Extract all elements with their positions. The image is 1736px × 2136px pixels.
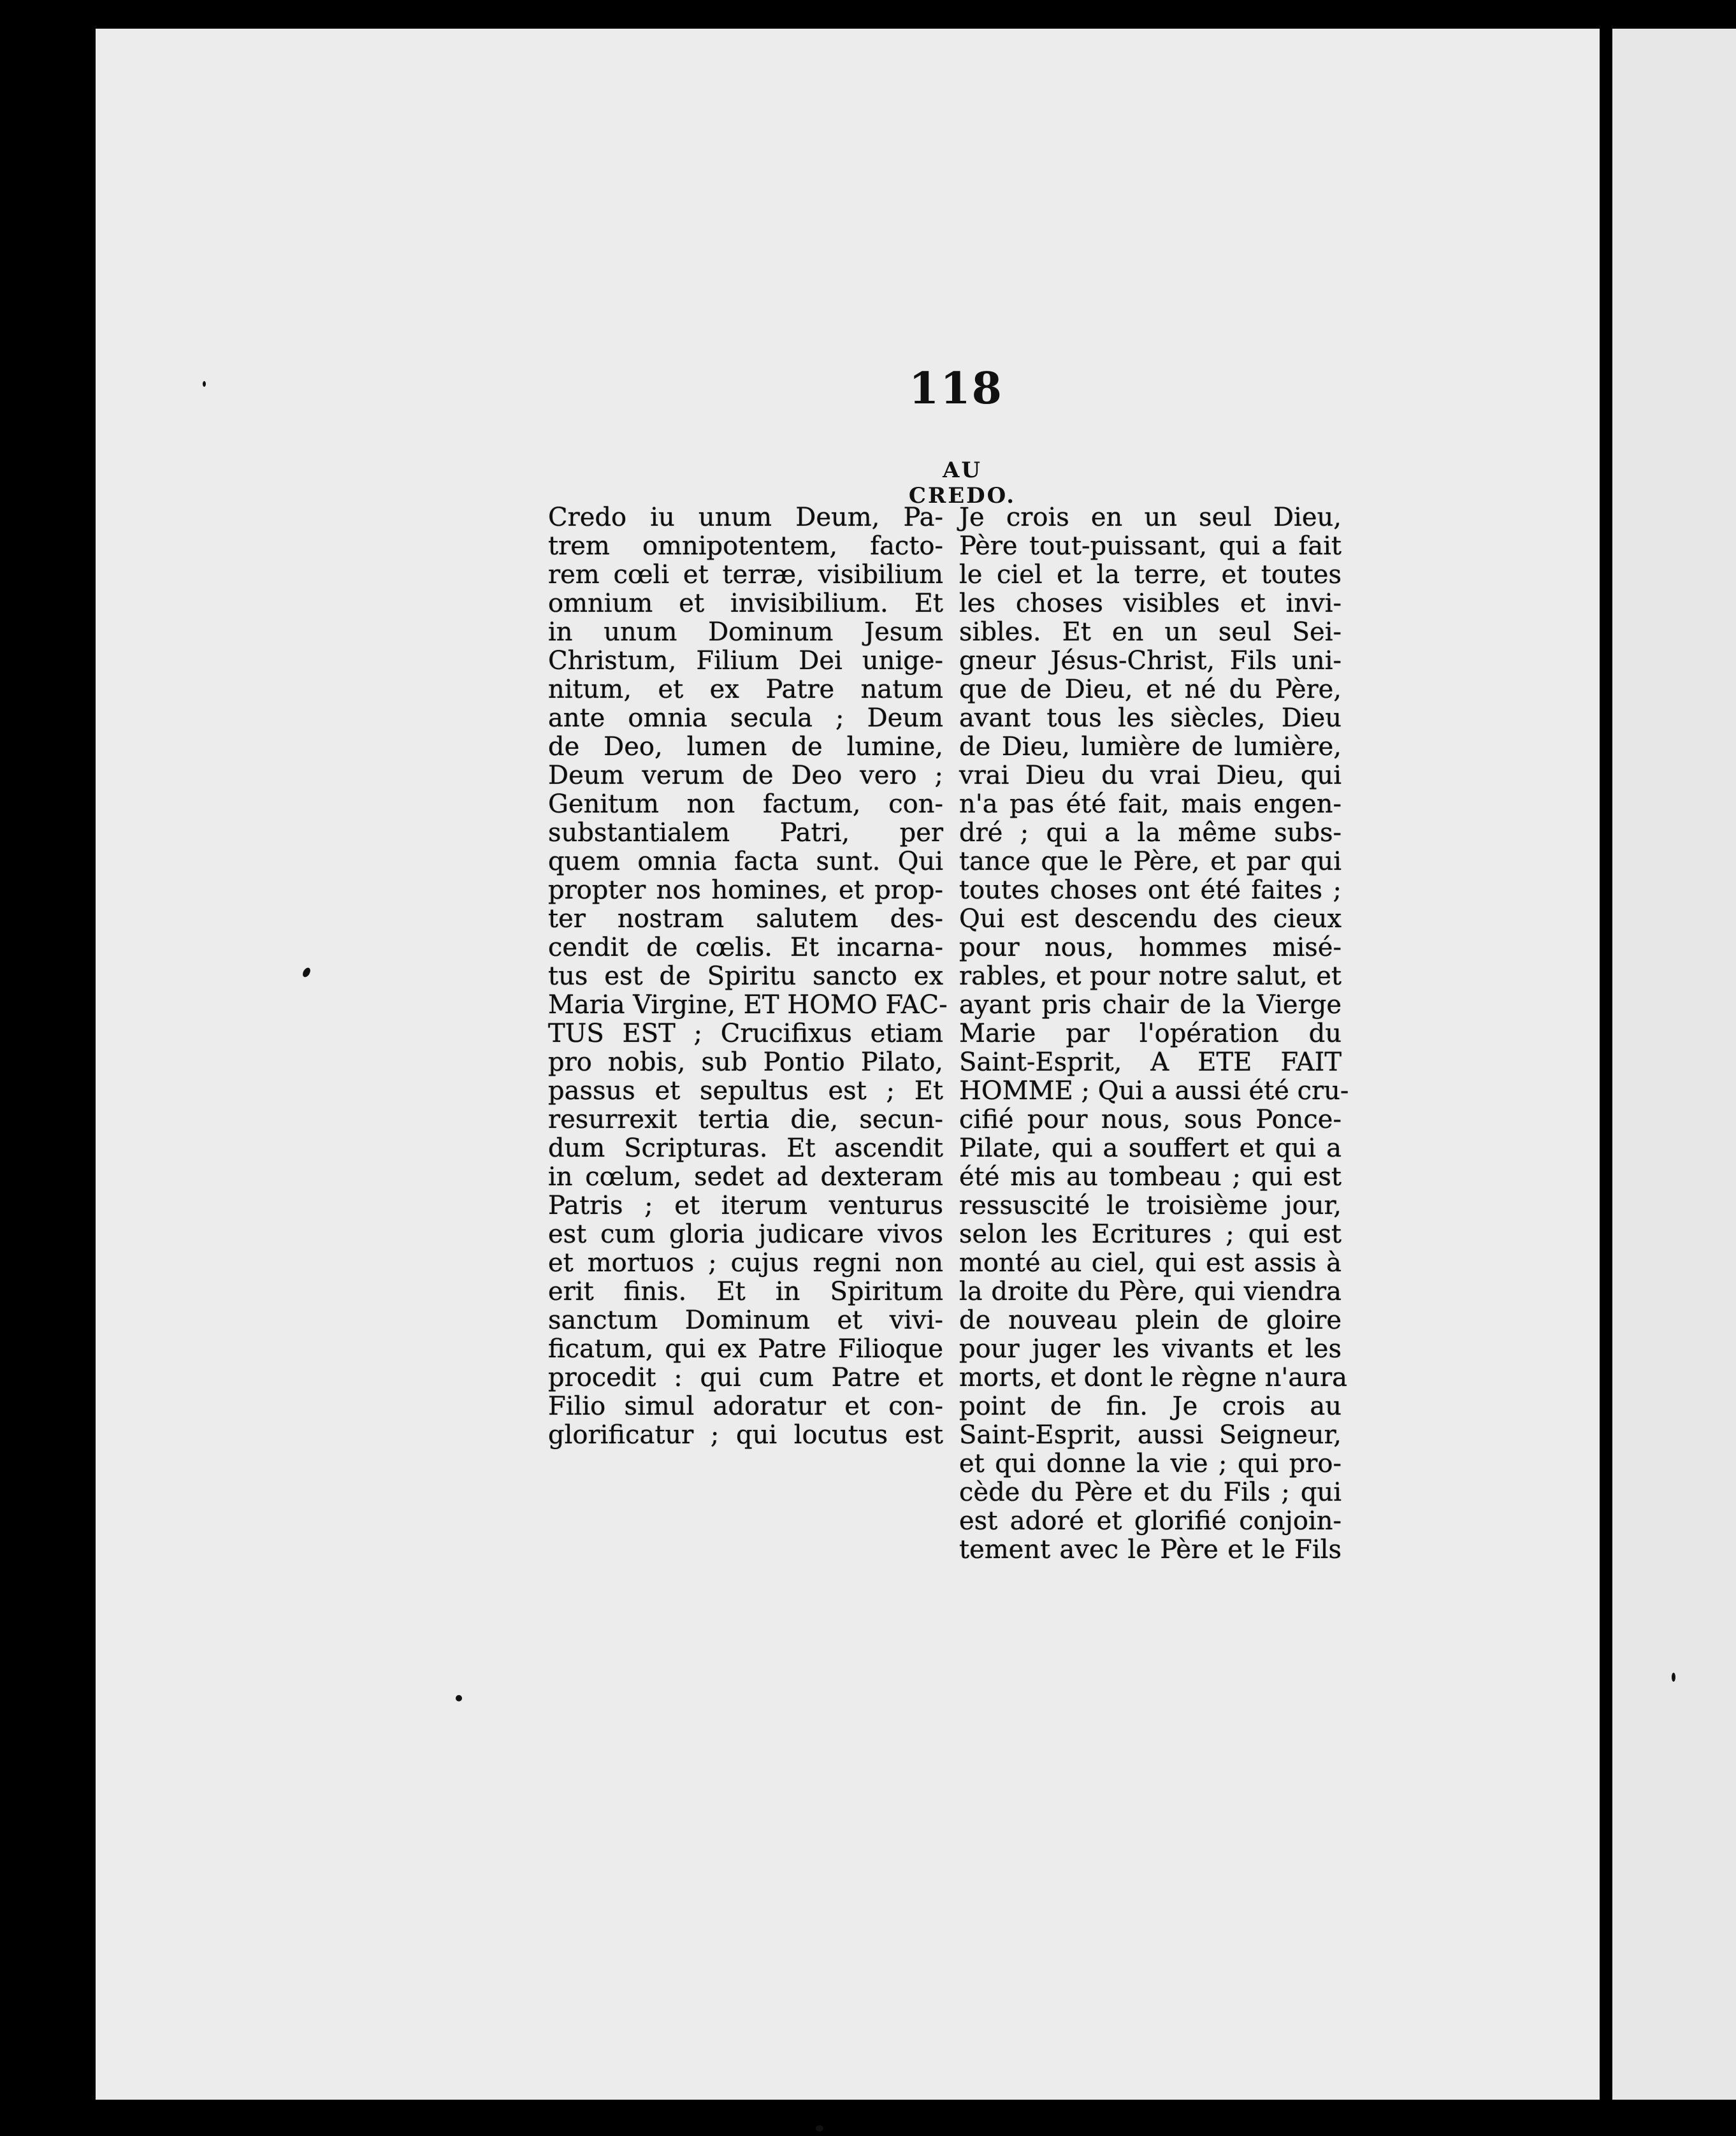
text-line: dum Scripturas. Et ascendit — [548, 1134, 943, 1163]
section-title: AU CREDO. — [908, 458, 1016, 509]
text-line: Christum, Filium Dei unige- — [548, 646, 943, 675]
text-line: été mis au tombeau ; qui est — [959, 1162, 1342, 1192]
text-line: est adoré et glorifié conjoin- — [959, 1506, 1342, 1536]
text-line: ter nostram salutem des- — [548, 904, 943, 934]
text-line: Marie par l'opération du — [959, 1019, 1342, 1048]
text-line: de Dieu, lumière de lumière, — [959, 732, 1342, 761]
text-line: vrai Dieu du vrai Dieu, qui — [959, 761, 1342, 790]
text-line: HOMME ; Qui a aussi été cru- — [959, 1076, 1349, 1106]
text-line: Filio simul adoratur et con- — [548, 1392, 943, 1421]
text-line: rem cœli et terræ, visibilium — [548, 560, 943, 589]
text-line: resurrexit tertia die, secun- — [548, 1105, 943, 1134]
text-line: avant tous les siècles, Dieu — [959, 704, 1342, 733]
text-line: Père tout-puissant, qui a fait — [959, 531, 1342, 561]
french-text-column — [959, 503, 1349, 1564]
text-line: rables, et pour notre salut, et — [959, 962, 1342, 991]
text-line: quem omnia facta sunt. Qui — [548, 847, 943, 876]
text-line: Deum verum de Deo vero ; — [548, 761, 943, 790]
text-line: tement avec le Père et le Fils — [959, 1535, 1342, 1564]
text-line: dré ; qui a la même subs- — [959, 818, 1342, 848]
text-line: propter nos homines, et prop- — [548, 876, 943, 905]
scan-speck — [456, 1695, 462, 1701]
text-line: Saint-Esprit, A ETE FAIT — [959, 1048, 1342, 1077]
text-line: Saint-Esprit, aussi Seigneur, — [959, 1420, 1342, 1450]
text-line: et mortuos ; cujus regni non — [548, 1248, 943, 1278]
text-line: nitum, et ex Patre natum — [548, 675, 943, 704]
text-line: ficatum, qui ex Patre Filioque — [548, 1334, 943, 1364]
text-line: morts, et dont le règne n'aura — [959, 1363, 1347, 1392]
text-line: de nouveau plein de gloire — [959, 1306, 1342, 1335]
text-line: les choses visibles et invi- — [959, 589, 1342, 618]
text-line: n'a pas été fait, mais engen- — [959, 790, 1342, 819]
text-line: cendit de cœlis. Et incarna- — [548, 933, 943, 962]
text-line: sanctum Dominum et vivi- — [548, 1306, 943, 1335]
text-line: Pilate, qui a souffert et qui a — [959, 1134, 1342, 1163]
text-line: TUS EST ; Crucifixus etiam — [548, 1019, 943, 1048]
text-line: omnium et invisibilium. Et — [548, 589, 943, 618]
text-line: monté au ciel, qui est assis à — [959, 1248, 1342, 1278]
text-line: Qui est descendu des cieux — [959, 904, 1342, 934]
text-line: toutes choses ont été faites ; — [959, 876, 1342, 905]
latin-text-column — [548, 503, 948, 1450]
text-line: tus est de Spiritu sancto ex — [548, 962, 943, 991]
text-line: et qui donne la vie ; qui pro- — [959, 1449, 1342, 1478]
text-line: Genitum non factum, con- — [548, 790, 943, 819]
text-line: substantialem Patri, per — [548, 818, 943, 848]
text-line: trem omnipotentem, facto- — [548, 531, 943, 561]
scan-speck — [816, 2125, 823, 2132]
text-line: gneur Jésus-Christ, Fils uni- — [959, 646, 1342, 675]
text-line: pour juger les vivants et les — [959, 1334, 1342, 1364]
text-line: procedit : qui cum Patre et — [548, 1363, 943, 1392]
scan-speck — [1672, 1673, 1675, 1682]
text-line: cède du Père et du Fils ; qui — [959, 1478, 1342, 1507]
text-line: ayant pris chair de la Vierge — [959, 990, 1342, 1020]
page-number: 118 — [909, 363, 1003, 414]
text-line: point de fin. Je crois au — [959, 1392, 1342, 1421]
text-line: Patris ; et iterum venturus — [548, 1191, 943, 1220]
scan-speck — [203, 381, 206, 387]
text-line: selon les Ecritures ; qui est — [959, 1220, 1342, 1249]
text-line: sibles. Et en un seul Sei- — [959, 617, 1342, 647]
text-line: de Deo, lumen de lumine, — [548, 732, 943, 761]
text-line: ante omnia secula ; Deum — [548, 704, 943, 733]
text-line: pour nous, hommes misé- — [959, 933, 1342, 962]
text-line: Credo iu unum Deum, Pa- — [548, 503, 943, 532]
text-line: la droite du Père, qui viendra — [959, 1277, 1342, 1306]
text-line: erit finis. Et in Spiritum — [548, 1277, 943, 1306]
text-line: in unum Dominum Jesum — [548, 617, 943, 647]
text-line: pro nobis, sub Pontio Pilato, — [548, 1048, 943, 1077]
text-line: glorificatur ; qui locutus est — [548, 1420, 943, 1450]
adjacent-page-edge — [1612, 29, 1736, 2100]
text-line: ressuscité le troisième jour, — [959, 1191, 1342, 1220]
text-line: le ciel et la terre, et toutes — [959, 560, 1342, 589]
text-line: est cum gloria judicare vivos — [548, 1220, 943, 1249]
text-line: cifié pour nous, sous Ponce- — [959, 1105, 1342, 1134]
text-line: in cœlum, sedet ad dexteram — [548, 1162, 943, 1192]
text-line: passus et sepultus est ; Et — [548, 1076, 943, 1106]
text-line: Je crois en un seul Dieu, — [959, 503, 1342, 532]
text-line: tance que le Père, et par qui — [959, 847, 1342, 876]
text-line: que de Dieu, et né du Père, — [959, 675, 1342, 704]
text-line: Maria Virgine, ET HOMO FAC- — [548, 990, 948, 1020]
